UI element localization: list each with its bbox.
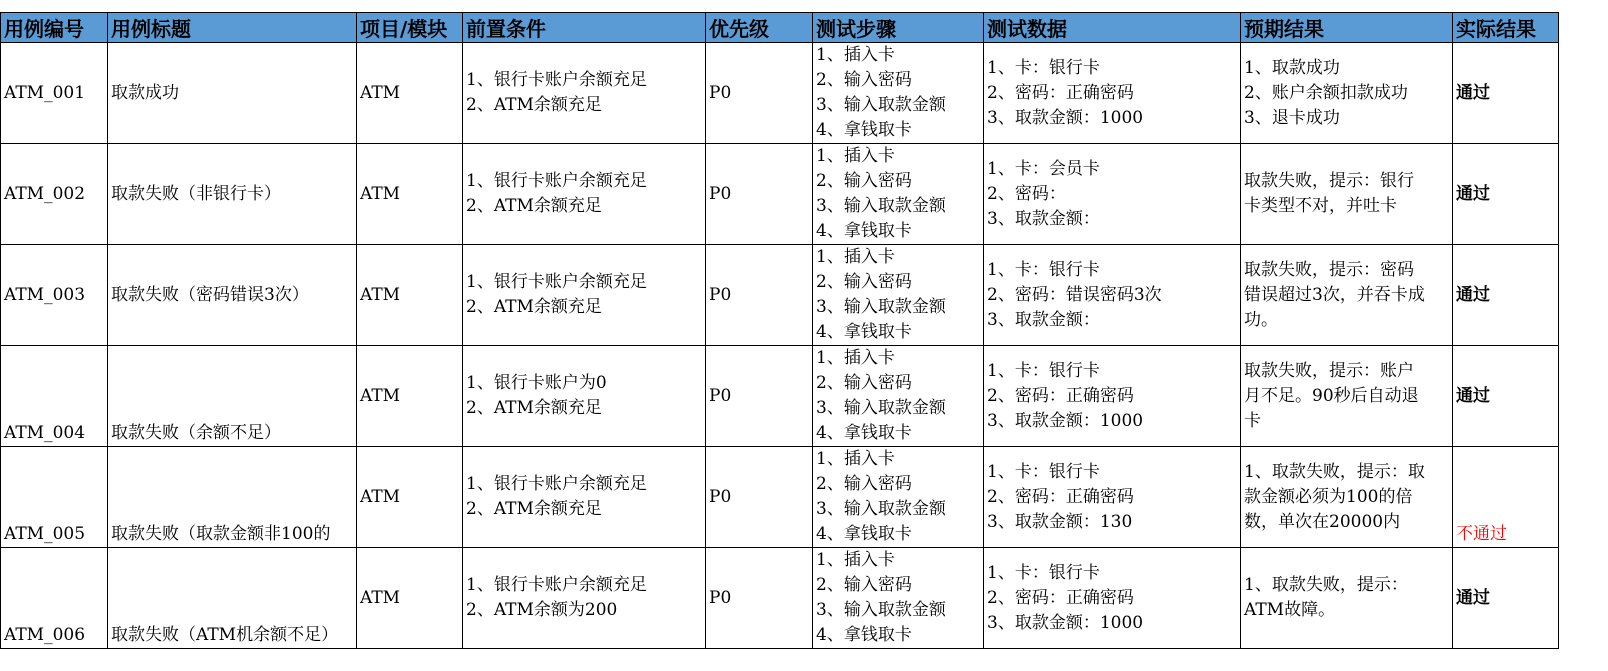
test-step-line: 2、输入密码 (816, 373, 912, 393)
preconditions-cell[interactable] (463, 43, 706, 144)
precondition-line: 2、ATM余额为200 (466, 600, 618, 620)
test-step-line: 1、插入卡 (816, 146, 895, 166)
test-data-cell[interactable] (984, 144, 1241, 245)
expected-result-line: 1、取款失败，提示：取 (1244, 461, 1425, 482)
col-header-expected[interactable]: 预期结果 (1241, 13, 1453, 43)
test-steps-cell[interactable] (813, 144, 984, 245)
test-data-cell[interactable] (984, 548, 1241, 649)
case-id-cell[interactable]: ATM_001 (1, 43, 108, 144)
precondition-line: 2、ATM余额充足 (466, 297, 602, 317)
test-data-line: 3、取款金额： (987, 309, 1100, 330)
expected-result-line: 1、取款失败，提示： (1244, 575, 1408, 595)
actual-result-cell[interactable]: 通过 (1453, 43, 1559, 144)
test-step-line: 2、输入密码 (816, 474, 912, 494)
precondition-line: 1、银行卡账户余额充足 (466, 474, 647, 494)
test-step-line: 1、插入卡 (816, 45, 895, 65)
test-step-line: 1、插入卡 (816, 449, 895, 469)
expected-result-line: 款金额必须为100的倍 (1244, 486, 1413, 507)
test-step-line: 4、拿钱取卡 (816, 524, 912, 544)
test-data-line: 2、密码：正确密码 (987, 82, 1134, 103)
precondition-line: 1、银行卡账户为0 (466, 373, 607, 393)
test-step-line: 4、拿钱取卡 (816, 625, 912, 645)
col-header-steps[interactable]: 测试步骤 (813, 13, 984, 43)
preconditions-cell[interactable] (463, 346, 706, 447)
table-row[interactable] (1, 548, 1559, 649)
expected-result-line: 错误超过3次，并吞卡成 (1244, 284, 1425, 305)
priority-cell[interactable]: P0 (706, 548, 813, 649)
precondition-line: 1、银行卡账户余额充足 (466, 575, 647, 595)
expected-result-cell[interactable] (1241, 43, 1453, 144)
actual-result-cell[interactable]: 不通过 (1453, 447, 1559, 548)
case-id-cell[interactable]: ATM_005 (1, 447, 108, 548)
col-header-actual[interactable]: 实际结果 (1453, 13, 1559, 43)
precondition-line: 2、ATM余额充足 (466, 95, 602, 115)
table-row[interactable] (1, 245, 1559, 346)
actual-result-cell[interactable]: 通过 (1453, 144, 1559, 245)
test-step-line: 2、输入密码 (816, 272, 912, 292)
test-steps-cell[interactable] (813, 548, 984, 649)
test-step-line: 4、拿钱取卡 (816, 120, 912, 140)
test-data-cell[interactable] (984, 43, 1241, 144)
expected-result-line: 数，单次在20000内 (1244, 511, 1401, 532)
case-id-cell[interactable]: ATM_002 (1, 144, 108, 245)
precondition-line: 1、银行卡账户余额充足 (466, 171, 647, 191)
preconditions-cell[interactable] (463, 447, 706, 548)
test-data-line: 1、卡：银行卡 (987, 57, 1100, 78)
table-row[interactable] (1, 346, 1559, 447)
expected-result-line: 2、账户余额扣款成功 (1244, 82, 1408, 103)
test-step-line: 2、输入密码 (816, 575, 912, 595)
col-header-data[interactable]: 测试数据 (984, 13, 1241, 43)
test-step-line: 3、输入取款金额 (816, 600, 946, 620)
test-data-line: 2、密码：错误密码3次 (987, 284, 1162, 305)
priority-cell[interactable]: P0 (706, 43, 813, 144)
case-title-cell[interactable]: 取款失败（ATM机余额不足） (108, 548, 357, 649)
col-header-priority[interactable]: 优先级 (706, 13, 813, 43)
preconditions-cell[interactable] (463, 144, 706, 245)
test-step-line: 4、拿钱取卡 (816, 423, 912, 443)
test-step-line: 3、输入取款金额 (816, 398, 946, 418)
module-cell[interactable]: ATM (357, 447, 463, 548)
module-cell[interactable]: ATM (357, 245, 463, 346)
precondition-line: 2、ATM余额充足 (466, 499, 602, 519)
priority-cell[interactable]: P0 (706, 447, 813, 548)
module-cell[interactable]: ATM (357, 43, 463, 144)
expected-result-cell[interactable] (1241, 447, 1453, 548)
case-id-cell[interactable]: ATM_003 (1, 245, 108, 346)
test-data-line: 1、卡：银行卡 (987, 562, 1100, 583)
test-data-line: 3、取款金额： (987, 208, 1100, 229)
test-step-line: 2、输入密码 (816, 70, 912, 90)
test-step-line: 4、拿钱取卡 (816, 221, 912, 241)
priority-cell[interactable]: P0 (706, 346, 813, 447)
test-step-line: 2、输入密码 (816, 171, 912, 191)
table-row[interactable] (1, 447, 1559, 548)
table-body (1, 43, 1559, 649)
expected-result-line: ATM故障。 (1244, 600, 1336, 620)
priority-cell[interactable]: P0 (706, 245, 813, 346)
expected-result-line: 1、取款成功 (1244, 57, 1340, 78)
actual-result-cell[interactable]: 通过 (1453, 346, 1559, 447)
case-title-cell[interactable]: 取款失败（密码错误3次） (108, 245, 357, 346)
test-data-line: 1、卡：银行卡 (987, 259, 1100, 280)
module-cell[interactable]: ATM (357, 346, 463, 447)
case-title-cell[interactable]: 取款失败（余额不足） (108, 346, 357, 447)
test-steps-cell[interactable] (813, 447, 984, 548)
expected-result-line: 取款失败，提示：银行 (1244, 171, 1414, 191)
expected-result-line: 卡 (1244, 410, 1261, 431)
test-step-line: 1、插入卡 (816, 348, 895, 368)
test-data-line: 1、卡：银行卡 (987, 461, 1100, 482)
test-data-line: 1、卡：银行卡 (987, 360, 1100, 381)
test-step-line: 3、输入取款金额 (816, 499, 946, 519)
module-cell[interactable]: ATM (357, 144, 463, 245)
test-steps-cell[interactable] (813, 245, 984, 346)
priority-cell[interactable]: P0 (706, 144, 813, 245)
preconditions-cell[interactable] (463, 548, 706, 649)
test-step-line: 3、输入取款金额 (816, 297, 946, 317)
test-data-line: 1、卡：会员卡 (987, 158, 1100, 179)
case-title-cell[interactable]: 取款失败（非银行卡） (108, 144, 357, 245)
expected-result-line: 月不足。90秒后自动退 (1244, 385, 1419, 406)
header-row (1, 13, 1559, 43)
precondition-line: 2、ATM余额充足 (466, 196, 602, 216)
test-data-line: 3、取款金额：130 (987, 511, 1133, 532)
col-header-preconditions[interactable]: 前置条件 (463, 13, 706, 43)
test-step-line: 1、插入卡 (816, 247, 895, 267)
expected-result-cell[interactable] (1241, 245, 1453, 346)
col-header-module[interactable]: 项目/模块 (357, 13, 463, 43)
test-data-line: 2、密码：正确密码 (987, 486, 1134, 507)
test-data-line: 2、密码： (987, 183, 1066, 204)
expected-result-line: 取款失败，提示：账户 (1244, 360, 1414, 381)
test-step-line: 1、插入卡 (816, 550, 895, 570)
test-steps-cell[interactable] (813, 43, 984, 144)
expected-result-line: 卡类型不对，并吐卡 (1244, 196, 1397, 216)
case-title-cell[interactable]: 取款成功 (108, 43, 357, 144)
module-cell[interactable]: ATM (357, 548, 463, 649)
case-id-cell[interactable]: ATM_006 (1, 548, 108, 649)
preconditions-cell[interactable] (463, 245, 706, 346)
precondition-line: 1、银行卡账户余额充足 (466, 70, 647, 90)
expected-result-cell[interactable] (1241, 346, 1453, 447)
case-id-cell[interactable]: ATM_004 (1, 346, 108, 447)
test-data-line: 3、取款金额：1000 (987, 107, 1144, 128)
col-header-id[interactable]: 用例编号 (1, 13, 108, 43)
actual-result-cell[interactable]: 通过 (1453, 548, 1559, 649)
test-data-line: 2、密码：正确密码 (987, 385, 1134, 406)
test-step-line: 3、输入取款金额 (816, 95, 946, 115)
test-step-line: 3、输入取款金额 (816, 196, 946, 216)
test-steps-cell[interactable] (813, 346, 984, 447)
expected-result-cell[interactable] (1241, 144, 1453, 245)
expected-result-line: 取款失败，提示：密码 (1244, 259, 1414, 280)
test-data-line: 2、密码：正确密码 (987, 587, 1134, 608)
test-data-line: 3、取款金额：1000 (987, 410, 1144, 431)
test-data-cell[interactable] (984, 447, 1241, 548)
test-data-line: 3、取款金额：1000 (987, 612, 1144, 633)
test-case-table (0, 12, 1559, 649)
actual-result-cell[interactable]: 通过 (1453, 245, 1559, 346)
expected-result-line: 功。 (1244, 309, 1278, 330)
table-row[interactable] (1, 144, 1559, 245)
precondition-line: 1、银行卡账户余额充足 (466, 272, 647, 292)
expected-result-cell[interactable] (1241, 548, 1453, 649)
test-data-cell[interactable] (984, 346, 1241, 447)
precondition-line: 2、ATM余额充足 (466, 398, 602, 418)
table-row[interactable] (1, 43, 1559, 144)
col-header-title[interactable]: 用例标题 (108, 13, 357, 43)
test-data-cell[interactable] (984, 245, 1241, 346)
expected-result-line: 3、退卡成功 (1244, 107, 1340, 128)
case-title-cell[interactable]: 取款失败（取款金额非100的 (108, 447, 357, 548)
test-step-line: 4、拿钱取卡 (816, 322, 912, 342)
